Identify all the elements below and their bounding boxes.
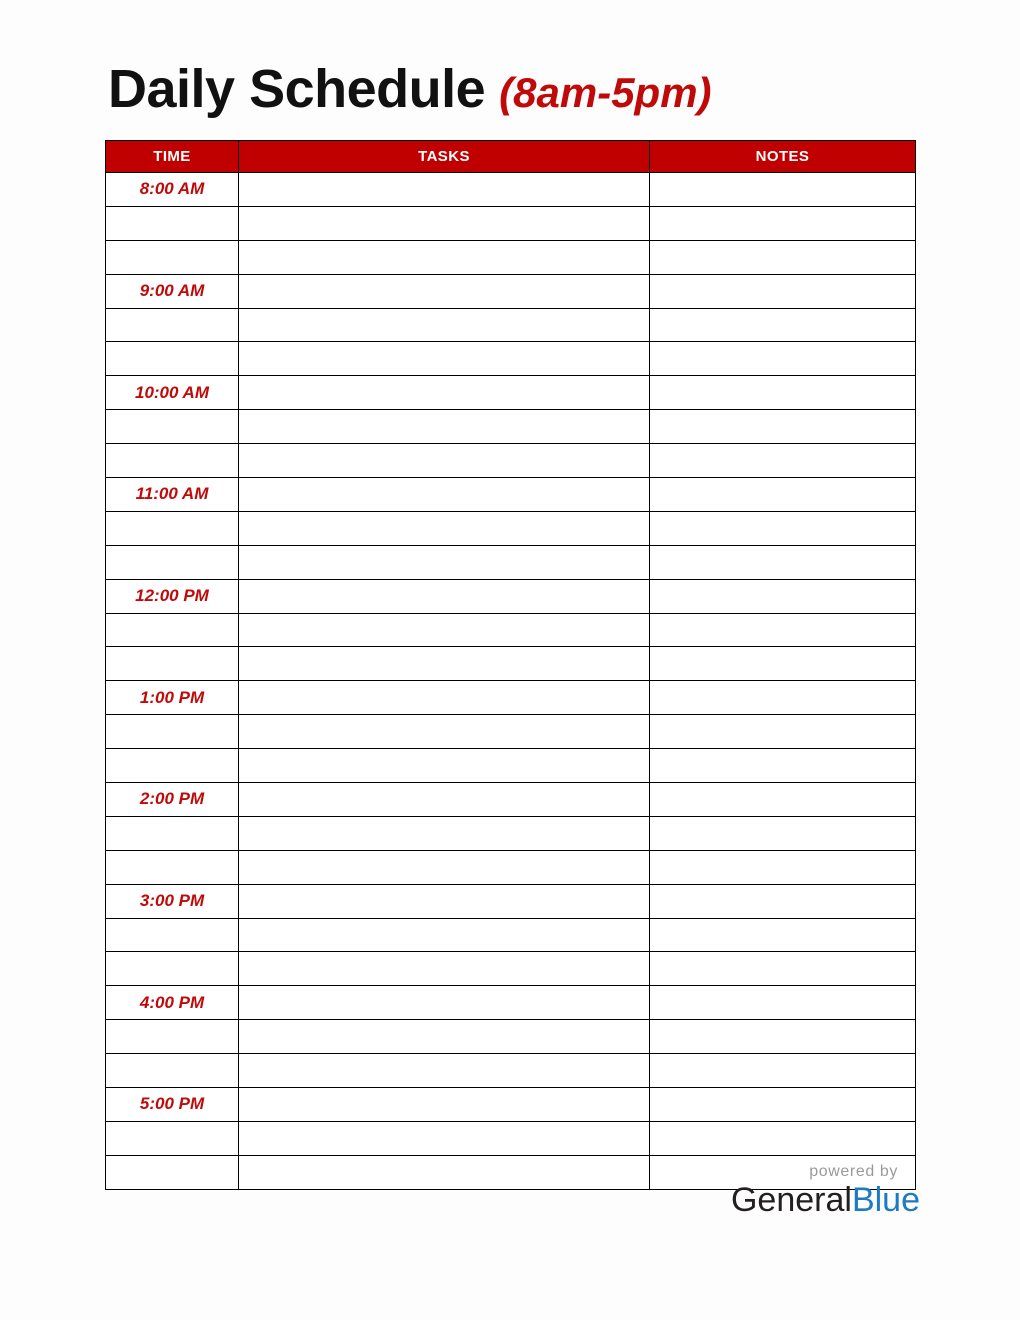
table-row: [106, 478, 916, 512]
notes-cell[interactable]: [650, 206, 916, 240]
tasks-cell[interactable]: [239, 308, 650, 342]
tasks-cell[interactable]: [239, 511, 650, 545]
table-row: [106, 410, 916, 444]
notes-cell[interactable]: [650, 173, 916, 207]
notes-cell[interactable]: [650, 986, 916, 1020]
time-label-cell: 1:00 PM: [106, 681, 239, 715]
table-row: [106, 1054, 916, 1088]
tasks-cell[interactable]: [239, 986, 650, 1020]
time-cell-empty: [106, 545, 239, 579]
tasks-cell[interactable]: [239, 884, 650, 918]
time-label-cell: 11:00 AM: [106, 478, 239, 512]
time-cell-empty: [106, 715, 239, 749]
time-label-cell: 3:00 PM: [106, 884, 239, 918]
time-cell-empty: [106, 952, 239, 986]
notes-cell[interactable]: [650, 715, 916, 749]
brand-logo: [640, 1163, 920, 1220]
table-row: [106, 206, 916, 240]
notes-cell[interactable]: [650, 647, 916, 681]
time-cell-empty: [106, 647, 239, 681]
time-label-cell: 5:00 PM: [106, 1088, 239, 1122]
tasks-cell[interactable]: [239, 410, 650, 444]
page-title-time-range: (8am-5pm): [499, 69, 712, 116]
notes-cell[interactable]: [650, 308, 916, 342]
table-row: [106, 240, 916, 274]
notes-cell[interactable]: [650, 1088, 916, 1122]
table-row: [106, 579, 916, 613]
time-cell-empty: [106, 1155, 239, 1189]
tasks-cell[interactable]: [239, 1121, 650, 1155]
tasks-cell[interactable]: [239, 1020, 650, 1054]
time-cell-empty: [106, 816, 239, 850]
table-row: [106, 342, 916, 376]
time-cell-empty: [106, 342, 239, 376]
tasks-cell[interactable]: [239, 444, 650, 478]
notes-cell[interactable]: [650, 444, 916, 478]
time-cell-empty: [106, 308, 239, 342]
time-cell-empty: [106, 749, 239, 783]
table-row: [106, 850, 916, 884]
notes-cell[interactable]: [650, 1121, 916, 1155]
table-row: [106, 511, 916, 545]
schedule-table-header: [106, 141, 916, 173]
time-cell-empty: [106, 1121, 239, 1155]
time-label-cell: 12:00 PM: [106, 579, 239, 613]
table-row: [106, 715, 916, 749]
time-cell-empty: [106, 511, 239, 545]
time-cell-empty: [106, 1020, 239, 1054]
notes-cell[interactable]: [650, 816, 916, 850]
schedule-table-container: [105, 140, 915, 1190]
time-cell-empty: [106, 410, 239, 444]
powered-by-label: powered by: [809, 1163, 898, 1180]
tasks-cell[interactable]: [239, 1155, 650, 1189]
table-row: [106, 274, 916, 308]
tasks-cell[interactable]: [239, 681, 650, 715]
tasks-cell[interactable]: [239, 342, 650, 376]
tasks-cell[interactable]: [239, 1054, 650, 1088]
time-label-cell: 2:00 PM: [106, 783, 239, 817]
time-label-cell: 10:00 AM: [106, 376, 239, 410]
time-cell-empty: [106, 850, 239, 884]
time-cell-empty: [106, 613, 239, 647]
page-title: [108, 59, 928, 124]
table-row: [106, 1020, 916, 1054]
tasks-cell[interactable]: [239, 816, 650, 850]
notes-cell[interactable]: [650, 884, 916, 918]
notes-cell[interactable]: [650, 376, 916, 410]
table-row: [106, 173, 916, 207]
table-row: [106, 376, 916, 410]
table-row: [106, 749, 916, 783]
table-row: [106, 816, 916, 850]
notes-cell[interactable]: [650, 511, 916, 545]
notes-cell[interactable]: [650, 783, 916, 817]
tasks-cell[interactable]: [239, 783, 650, 817]
page-title-main: Daily Schedule: [108, 59, 486, 119]
time-label-cell: 9:00 AM: [106, 274, 239, 308]
notes-cell[interactable]: [650, 850, 916, 884]
time-cell-empty: [106, 1054, 239, 1088]
notes-cell[interactable]: [650, 749, 916, 783]
tasks-cell[interactable]: [239, 274, 650, 308]
table-row: [106, 647, 916, 681]
tasks-cell[interactable]: [239, 478, 650, 512]
notes-cell[interactable]: [650, 613, 916, 647]
column-header-notes: NOTES: [650, 141, 916, 173]
table-row: [106, 884, 916, 918]
tasks-cell[interactable]: [239, 647, 650, 681]
time-cell-empty: [106, 206, 239, 240]
notes-cell[interactable]: [650, 918, 916, 952]
brand-name-general: General: [730, 1180, 852, 1219]
tasks-cell[interactable]: [239, 918, 650, 952]
brand-name-blue: Blue: [851, 1180, 920, 1219]
notes-cell[interactable]: [650, 274, 916, 308]
tasks-cell[interactable]: [239, 850, 650, 884]
notes-cell[interactable]: [650, 240, 916, 274]
table-row: [106, 308, 916, 342]
notes-cell[interactable]: [650, 681, 916, 715]
tasks-cell[interactable]: [239, 1088, 650, 1122]
table-row: [106, 681, 916, 715]
notes-cell[interactable]: [650, 1020, 916, 1054]
notes-cell[interactable]: [650, 410, 916, 444]
tasks-cell[interactable]: [239, 749, 650, 783]
notes-cell[interactable]: [650, 478, 916, 512]
table-row: [106, 545, 916, 579]
table-row: [106, 1121, 916, 1155]
table-row: [106, 783, 916, 817]
schedule-table: [105, 140, 916, 1190]
column-header-time: TIME: [106, 141, 239, 173]
tasks-cell[interactable]: [239, 715, 650, 749]
time-cell-empty: [106, 444, 239, 478]
tasks-cell[interactable]: [239, 206, 650, 240]
notes-cell[interactable]: [650, 952, 916, 986]
table-row: [106, 952, 916, 986]
time-label-cell: 4:00 PM: [106, 986, 239, 1020]
tasks-cell[interactable]: [239, 952, 650, 986]
time-cell-empty: [106, 240, 239, 274]
tasks-cell[interactable]: [239, 613, 650, 647]
table-row: [106, 986, 916, 1020]
notes-cell[interactable]: [650, 1054, 916, 1088]
table-row: [106, 613, 916, 647]
tasks-cell[interactable]: [239, 173, 650, 207]
tasks-cell[interactable]: [239, 545, 650, 579]
tasks-cell[interactable]: [239, 376, 650, 410]
time-label-cell: 8:00 AM: [106, 173, 239, 207]
notes-cell[interactable]: [650, 545, 916, 579]
tasks-cell[interactable]: [239, 579, 650, 613]
table-row: [106, 444, 916, 478]
table-row: [106, 918, 916, 952]
time-cell-empty: [106, 918, 239, 952]
column-header-tasks: TASKS: [239, 141, 650, 173]
table-row: [106, 1088, 916, 1122]
header-row: [106, 141, 916, 173]
tasks-cell[interactable]: [239, 240, 650, 274]
notes-cell[interactable]: [650, 579, 916, 613]
notes-cell[interactable]: [650, 342, 916, 376]
brand-name: [640, 1181, 920, 1220]
schedule-table-body: [106, 173, 916, 1190]
